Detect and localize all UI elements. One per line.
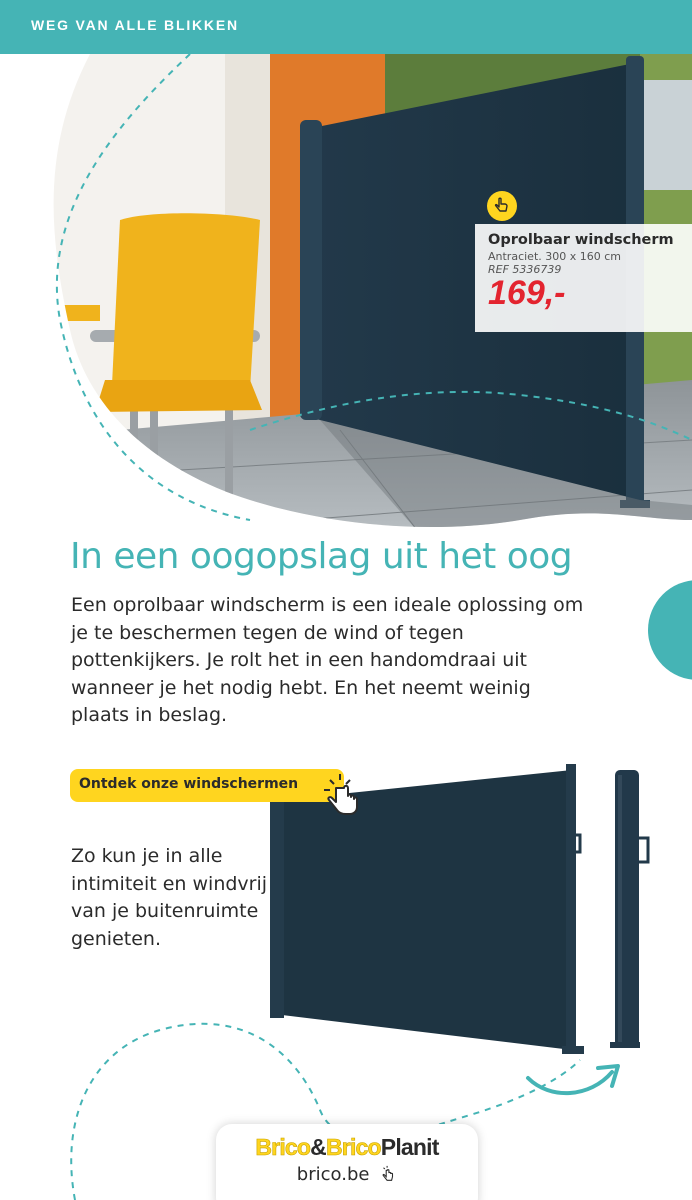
page-headline: In een oogopslag uit het oog [70,536,573,577]
brand-footer-card[interactable] [216,1124,478,1200]
brand-url[interactable]: brico.be [296,1164,370,1185]
product-price: 169,- [488,274,566,312]
discover-windscreens-button[interactable]: Ontdek onze windschermen [70,769,344,802]
brand-logo [216,1134,478,1161]
side-paragraph: Zo kun je in alle intimiteit en windvrij van je buitenruimte genieten. [71,845,268,950]
brand-logo-amp: & [310,1134,326,1160]
brand-logo-brico-2: Brico [325,1134,381,1160]
hand-pointer-icon [379,1165,397,1183]
product-price-tag[interactable] [475,224,692,332]
banner-label: WEG VAN ALLE BLIKKEN [31,17,239,33]
intro-paragraph: Een oprolbaar windscherm is een ideale oplossing om je te beschermen tegen de wind of tegen pottenkijkers. Je rolt het in een handomdraai uit wanneer je het nodig hebt. En het neemt weinig plaats in beslag. [71,594,584,726]
decorative-circle [648,580,692,680]
brand-url-row[interactable] [216,1164,478,1185]
top-banner [0,0,692,54]
hand-pointer-icon [316,770,364,820]
hand-pointer-icon [487,191,517,221]
product-ref: REF 5336739 [488,263,562,276]
brand-logo-brico: Brico [255,1134,311,1160]
product-spec: Antraciet. 300 x 160 cm [488,250,622,263]
curved-arrow-icon [528,1072,612,1093]
product-title: Oprolbaar windscherm [488,232,674,248]
brand-logo-planit: Planit [380,1134,439,1160]
